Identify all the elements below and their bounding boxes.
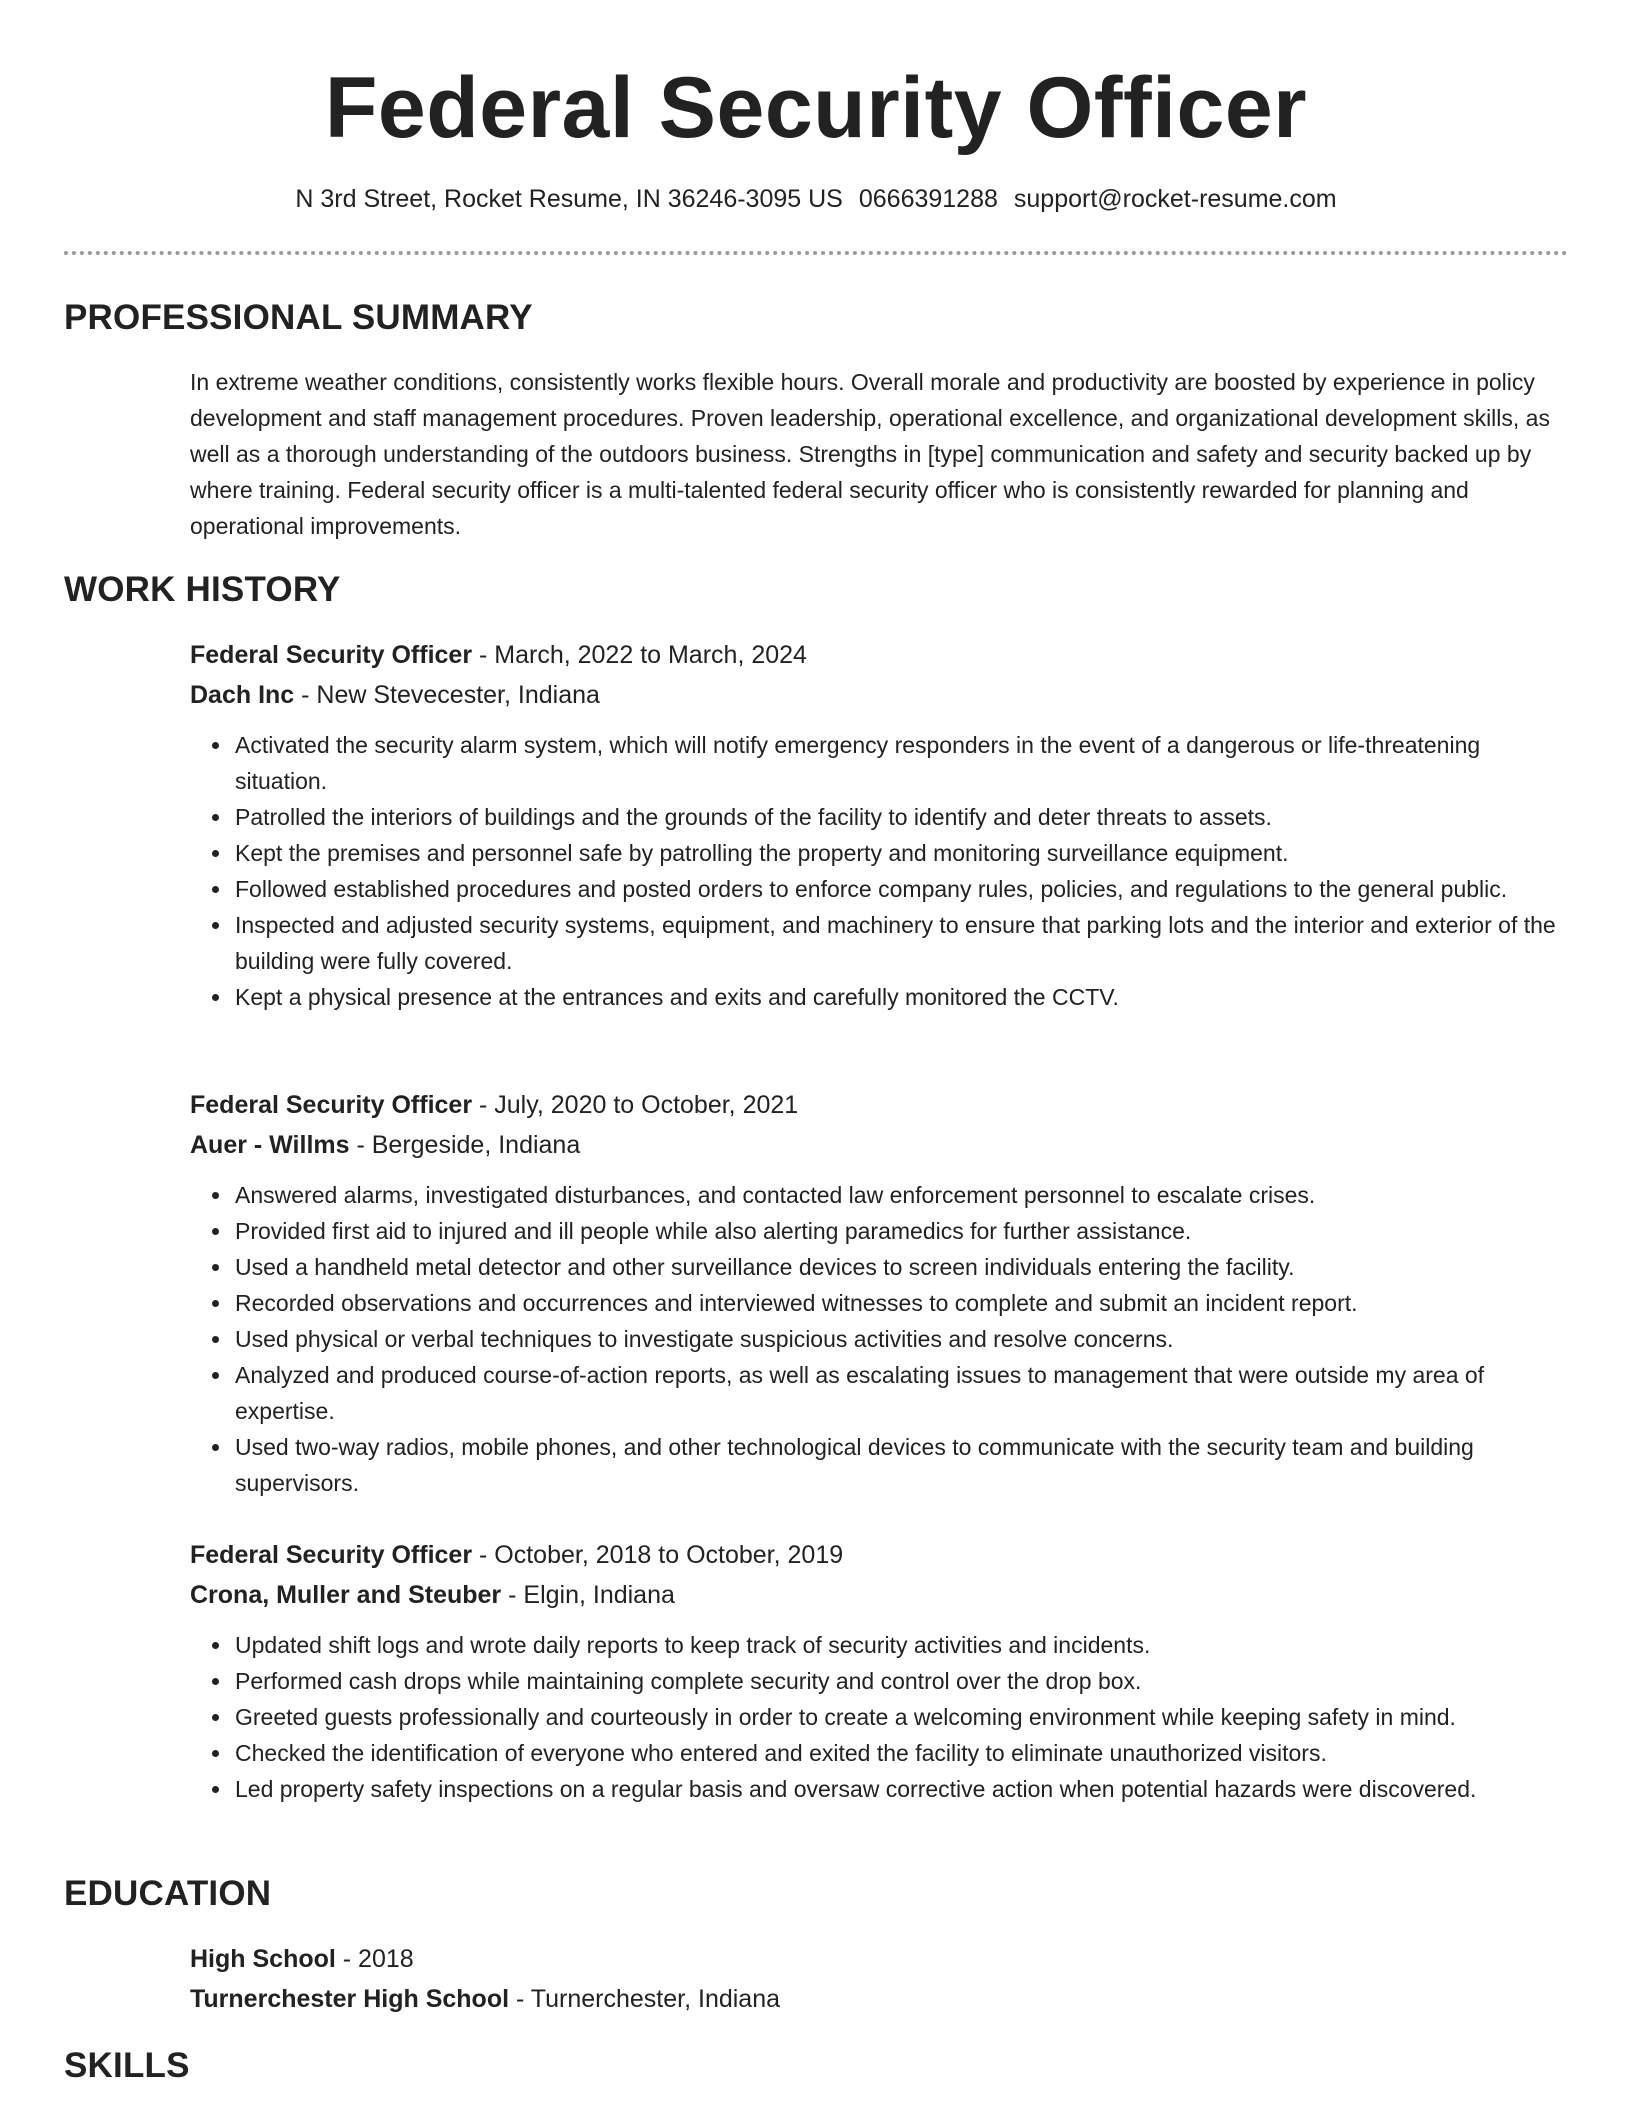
- header-divider: [64, 251, 1568, 255]
- job-bullet: • Inspected and adjusted security systems, equipment, and machinery to ensure that parking lots and the interior and exterior of the building were fully covered.: [233, 907, 1560, 979]
- education-school: Turnerchester High School: [190, 1985, 510, 2013]
- job-entry: [190, 1085, 1560, 1501]
- job-bullet: • Analyzed and produced course-of-action reports, as well as escalating issues to management that were outside my area of expertise.: [233, 1357, 1560, 1429]
- contact-line: [0, 182, 1632, 216]
- job-bullet: • Kept a physical presence at the entrances and exits and carefully monitored the CCTV.: [233, 979, 1560, 1015]
- job-bullet: • Checked the identification of everyone who entered and exited the facility to eliminate unauthorized visitors.: [233, 1735, 1560, 1771]
- job-bullet: • Used physical or verbal techniques to investigate suspicious activities and resolve concerns.: [233, 1321, 1560, 1357]
- section-title-work-history: WORK HISTORY: [64, 570, 341, 609]
- job-entry: [190, 635, 1560, 1015]
- contact-address: N 3rd Street, Rocket Resume, IN 36246-3095 US: [295, 185, 843, 213]
- job-location: - Elgin, Indiana: [501, 1581, 675, 1609]
- job-bullet: • Updated shift logs and wrote daily reports to keep track of security activities and incidents.: [233, 1627, 1560, 1663]
- job-bullet: • Answered alarms, investigated disturbances, and contacted law enforcement personnel to escalate crises.: [233, 1177, 1560, 1213]
- job-bullet: • Activated the security alarm system, which will notify emergency responders in the event of a dangerous or life-threatening situation.: [233, 727, 1560, 799]
- job-bullet: • Used two-way radios, mobile phones, and other technological devices to communicate with the security team and building supervisors.: [233, 1429, 1560, 1501]
- job-bullet: • Greeted guests professionally and courteously in order to create a welcoming environment while keeping safety in mind.: [233, 1699, 1560, 1735]
- contact-email: support@rocket-resume.com: [1013, 185, 1337, 213]
- job-bullet: • Led property safety inspections on a regular basis and oversaw corrective action when potential hazards were discovered.: [233, 1771, 1560, 1807]
- job-bullet: • Provided first aid to injured and ill people while also alerting paramedics for further assistance.: [233, 1213, 1560, 1249]
- contact-phone: 0666391288: [858, 185, 998, 213]
- section-title-skills: SKILLS: [64, 2046, 190, 2085]
- job-bullet: • Used a handheld metal detector and other surveillance devices to screen individuals entering the facility.: [233, 1249, 1560, 1285]
- job-bullets: [190, 1627, 1560, 1807]
- job-company-line: [190, 675, 1560, 715]
- job-company: Crona, Muller and Steuber: [190, 1581, 502, 1609]
- job-company: Dach Inc: [190, 681, 295, 709]
- job-dates: - October, 2018 to October, 2019: [472, 1541, 844, 1569]
- job-title-line: [190, 1085, 1560, 1125]
- job-bullets: [190, 1177, 1560, 1501]
- job-title-line: [190, 1535, 1560, 1575]
- education-entry: [190, 1939, 1560, 2019]
- education-school-line: [190, 1979, 1560, 2019]
- job-title-line: [190, 635, 1560, 675]
- job-dates: - July, 2020 to October, 2021: [472, 1091, 799, 1119]
- section-title-education: EDUCATION: [64, 1874, 272, 1913]
- job-company: Auer - Willms: [190, 1131, 350, 1159]
- summary-text: In extreme weather conditions, consistently works flexible hours. Overall morale and productivity are boosted by experience in policy development and staff management procedures. Proven leadership, operational excellence, and organizational development skills, as well as a thorough understanding of the outdoors business. Strengths in [type] communication and safety and security backed up by where training. Federal security officer is a multi-talented federal security officer who is consistently rewarded for planning and operational improvements.: [190, 369, 1550, 539]
- education-degree-line: [190, 1939, 1560, 1979]
- job-role: Federal Security Officer: [190, 1091, 473, 1119]
- job-location: - New Stevecester, Indiana: [294, 681, 600, 709]
- job-bullet: • Patrolled the interiors of buildings and the grounds of the facility to identify and deter threats to assets.: [233, 799, 1560, 835]
- education-year: - 2018: [335, 1945, 414, 1973]
- education-location: - Turnerchester, Indiana: [509, 1985, 781, 2013]
- job-bullet: • Kept the premises and personnel safe by patrolling the property and monitoring surveillance equipment.: [233, 835, 1560, 871]
- job-bullet: • Followed established procedures and posted orders to enforce company rules, policies, and regulations to the general public.: [233, 871, 1560, 907]
- education-degree: High School: [190, 1945, 336, 1973]
- job-company-line: [190, 1575, 1560, 1615]
- job-bullet: • Performed cash drops while maintaining complete security and control over the drop box.: [233, 1663, 1560, 1699]
- job-bullets: [190, 727, 1560, 1015]
- job-entry: [190, 1535, 1560, 1807]
- section-title-summary: PROFESSIONAL SUMMARY: [64, 298, 533, 337]
- job-dates: - March, 2022 to March, 2024: [472, 641, 807, 669]
- job-company-line: [190, 1125, 1560, 1165]
- job-location: - Bergeside, Indiana: [349, 1131, 581, 1159]
- job-role: Federal Security Officer: [190, 1541, 473, 1569]
- job-bullet: • Recorded observations and occurrences and interviewed witnesses to complete and submit an incident report.: [233, 1285, 1560, 1321]
- job-role: Federal Security Officer: [190, 641, 473, 669]
- candidate-name: Federal Security Officer: [324, 60, 1308, 156]
